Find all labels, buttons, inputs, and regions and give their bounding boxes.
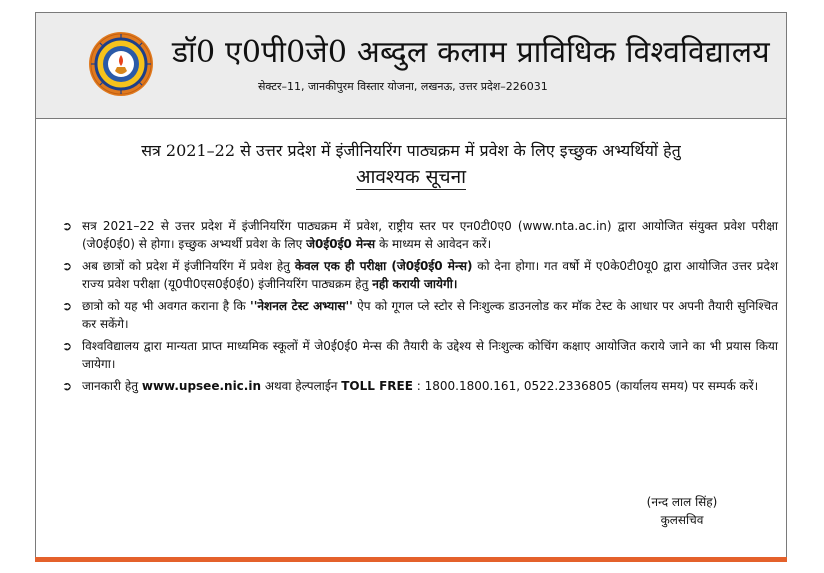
- university-title: डॉ0 ए0पी0जे0 अब्दुल कलाम प्राविधिक विश्वविद्यालय: [172, 35, 770, 70]
- point-emphasis: नही करायी जायेगी।: [372, 276, 458, 291]
- notice-intro: सत्र 2021–22 से उत्तर प्रदेश में इंजीनियरिंग पाठ्यक्रम में प्रवेश के लिए इच्छुक अभ्यर्थियों हेतु: [141, 141, 681, 160]
- point-text: जानकारी हेतु: [82, 379, 142, 393]
- footer-accent-bar: [35, 557, 787, 562]
- university-address: सेक्टर–11, जानकीपुरम विस्तार योजना, लखनऊ, उत्तर प्रदेश–226031: [258, 80, 548, 93]
- point-emphasis: केवल एक ही परीक्षा (जे0ई0ई0 मेन्स): [294, 259, 473, 273]
- point-text: सत्र 2021–22 से उत्तर प्रदेश में इंजीनियरिंग पाठ्यक्रम में प्रवेश, राष्ट्रीय स्तर पर एन0टी0ए0 (www.nta.ac.in) द्वारा आयोजित संयुक्त प्रवेश परीक्षा (जे0ई0ई0) से होगा। इच्छुक अभ्यर्थी प्रवेश के लिए: [82, 219, 778, 251]
- point-emphasis: TOLL FREE: [341, 379, 413, 393]
- circled-arrow-icon: ➲: [62, 219, 73, 233]
- list-item: [62, 258, 778, 293]
- university-emblem-icon: [88, 31, 154, 97]
- point-emphasis: ''नेशनल टेस्ट अभ्यास'': [250, 299, 353, 313]
- circled-arrow-icon: ➲: [62, 379, 73, 393]
- point-text: : 1800.1800.161, 0522.2336805 (कार्यालय समय) पर सम्पर्क करें।: [412, 379, 759, 393]
- point-text: छात्रो को यह भी अवगत कराना है कि: [82, 299, 251, 313]
- website-link[interactable]: www.upsee.nic.in: [141, 379, 262, 393]
- list-item: [62, 378, 778, 396]
- point-text: ऐप को गूगल प्ले स्टोर से निःशुल्क डाउनलोड कर मॉक टेस्ट के आधार पर अपनी तैयारी सुनिश्चित कर सकेंगे।: [82, 299, 778, 331]
- circled-arrow-icon: ➲: [62, 299, 73, 313]
- signatory-name: (नन्द लाल सिंह): [646, 495, 718, 509]
- signatory-designation: कुलसचिव: [660, 513, 704, 527]
- circled-arrow-icon: ➲: [62, 339, 73, 353]
- point-text: अथवा हेल्पलाईन: [261, 379, 342, 393]
- notice-frame: [35, 12, 787, 560]
- point-text: अब छात्रों को प्रदेश में इंजीनियरिंग में प्रवेश हेतु: [82, 259, 295, 273]
- list-item: [62, 298, 778, 333]
- list-item: [62, 218, 778, 253]
- signature-block: [612, 493, 752, 529]
- circled-arrow-icon: ➲: [62, 259, 73, 273]
- notice-heading: [56, 165, 766, 189]
- point-text: के माध्यम से आवेदन करें।: [375, 236, 492, 251]
- point-emphasis: जे0ई0ई0 मेन्स: [306, 236, 376, 251]
- point-text: को देना होगा। गत वर्षो में ए0के0टी0यू0 द्वारा आयोजित उत्तर प्रदेश राज्य प्रवेश परीक्षा (यू0पी0एस0ई0ई0) इंजीनियरिंग पाठ्यक्रम हेतु: [82, 259, 779, 291]
- point-text: विश्वविद्यालय द्वारा मान्यता प्राप्त माध्यमिक स्कूलों में जे0ई0ई0 मेन्स की तैयारी के उद्देश्य से निःशुल्क कोचिंग कक्षाए आयोजित कराये जाने का भी प्रयास किया जायेगा।: [82, 339, 778, 371]
- list-item: [62, 338, 778, 373]
- notice-header: [36, 13, 786, 119]
- notice-points-list: [62, 218, 778, 401]
- notice-heading-text: आवश्यक सूचना: [355, 166, 467, 188]
